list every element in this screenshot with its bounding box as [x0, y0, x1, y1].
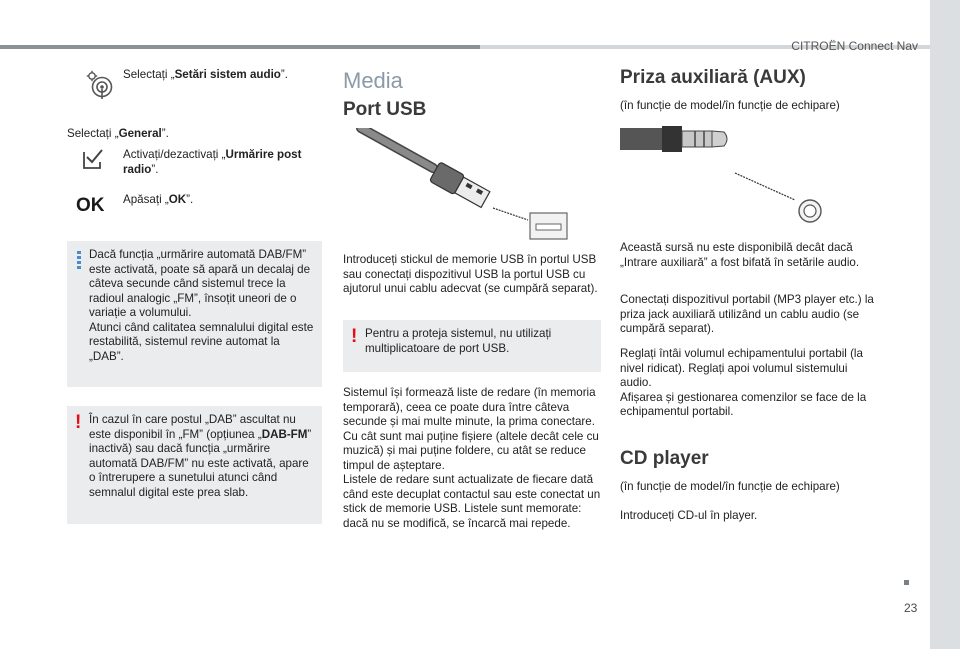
cd-player-heading: CD player: [620, 448, 709, 469]
warning-icon: !: [75, 412, 82, 433]
section-title-media: Media: [343, 68, 403, 93]
ok-icon: OK: [76, 195, 105, 216]
info-icon: [77, 251, 81, 269]
checkbox-icon: [82, 148, 104, 170]
aux-subtitle: (în funcție de model/în funcție de echipare): [620, 99, 840, 112]
header-rule-dark: [0, 45, 480, 49]
usb-port-heading: Port USB: [343, 99, 427, 120]
warning-icon: !: [351, 326, 358, 347]
continuation-marker: [904, 580, 909, 585]
step-toggle-radio-tracking: Activați/dezactivați „Urmărire post radio”.: [123, 148, 302, 176]
step-press-ok: Apăsați „OK”.: [123, 193, 194, 206]
page-edge-strip: [930, 0, 960, 649]
usb-warning-box: [343, 320, 601, 372]
aux-heading: Priza auxiliară (AUX): [620, 67, 806, 88]
usb-warning-text: Pentru a proteja sistemul, nu utilizați multiplicatoare de port USB.: [365, 327, 552, 355]
info-note-box: [67, 241, 322, 387]
brand-header: CITROËN Connect Nav: [791, 39, 918, 53]
step-select-general: Selectați „General”.: [67, 127, 169, 140]
page-number: 23: [904, 601, 918, 615]
step-select-audio-settings: Selectați „Setări sistem audio”.: [123, 68, 288, 81]
aux-availability-text: Această sursă nu este disponibilă decât dacă „Intrare auxiliară” a fost bifată în setările audio.: [620, 241, 860, 269]
warning-note-box: [67, 406, 322, 524]
cd-subtitle: (în funcție de model/în funcție de echipare): [620, 480, 840, 493]
warning-note-text: În cazul în care postul „DAB” ascultat nu este disponibil în „FM” (opțiunea „DAB-FM” inactivă) sau dacă funcția „urmărire automată DAB/FM” nu este activată, apare o întrerupere a sunetului atunci când semnalul digital este prea slab.: [89, 413, 312, 499]
radio-settings-icon: [86, 70, 114, 100]
aux-jack-illustration: [620, 118, 880, 228]
usb-insert-text: Introduceți stickul de memorie USB în portul USB sau conectați dispozitivul USB la portul USB cu ajutorul unui cablu adecvat (se cumpără separat).: [343, 253, 598, 295]
usb-playlist-text: Sistemul își formează liste de redare (în memoria temporară), ceea ce poate dura între câteva secunde și mai multe minute, la prima conectare. Cu cât sunt mai puține fișiere (altele decât cele cu muzică) și mai puține foldere, cu atât se reduce timpul de așteptare. Listele de redare sunt actualizate de fiecare dată când este decuplat contactul sau este conectat un stick de memorie USB. Listele sunt memorate: dacă nu se modifică, se încarcă mai repede.: [343, 386, 601, 530]
info-note-text: Dacă funcția „urmărire automată DAB/FM” este activată, poate să apară un decalaj de câteva secunde când sistemul trece la radioul analogic „FM”, însoțit uneori de o variație a volumului. Atunci când calitatea semnalului digital este restabilită, sistemul revine automat la „DAB”.: [89, 248, 314, 363]
aux-volume-text: Reglați întâi volumul echipamentului portabil (la nivel ridicat). Reglați apoi volumul sistemului audio. Afișarea și gestionarea comenzilor se face de la echipamentul portabil.: [620, 347, 867, 418]
aux-connect-text: Conectați dispozitivul portabil (MP3 player etc.) la priza jack auxiliară utilizând un cablu audio (se cumpără separat).: [620, 293, 874, 335]
cd-insert-text: Introduceți CD-ul în player.: [620, 509, 758, 522]
usb-connector-illustration: [343, 128, 573, 243]
